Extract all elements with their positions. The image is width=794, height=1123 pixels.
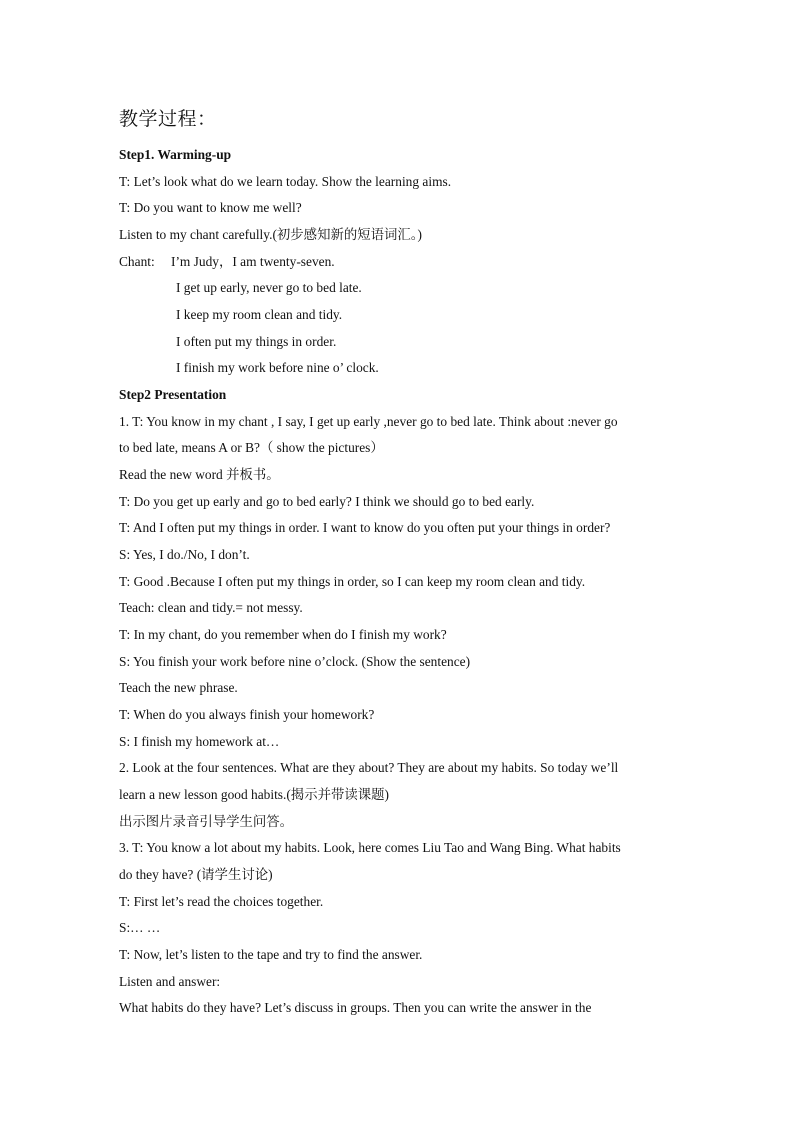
chant-line-3: I keep my room clean and tidy. xyxy=(176,307,343,322)
step2-line-8: Teach: clean and tidy.= not messy. xyxy=(119,600,303,615)
step2-line-22: Listen and answer: xyxy=(119,974,221,989)
step2-line-20: S:… … xyxy=(119,920,161,935)
page-title: 教学过程： xyxy=(119,108,217,130)
chant-first-line xyxy=(119,253,335,271)
step2-line-12: T: When do you always finish your homework? xyxy=(119,707,375,722)
step2-line-18: do they have? (请学生讨论) xyxy=(119,867,273,882)
step2-line-10: S: You finish your work before nine o’clock. (Show the sentence) xyxy=(119,654,471,669)
step1-line-2: T: Do you want to know me well? xyxy=(119,200,302,215)
chant-line-1: I’m Judy，I am twenty-seven. xyxy=(171,254,335,269)
step2-line-5: T: And I often put my things in order. I want to know do you often put your things in order? xyxy=(119,520,611,535)
step1-heading: Step1. Warming-up xyxy=(119,147,232,162)
step2-line-6: S: Yes, I do./No, I don’t. xyxy=(119,547,250,562)
step2-line-2: to bed late, means A or B?（ show the pictures） xyxy=(119,440,384,455)
step1-line-3: Listen to my chant carefully.(初步感知新的短语词汇。) xyxy=(119,227,422,242)
step2-line-17: 3. T: You know a lot about my habits. Look, here comes Liu Tao and Wang Bing. What habits xyxy=(119,840,621,855)
chant-line-2: I get up early, never go to bed late. xyxy=(176,280,362,295)
step2-line-15: learn a new lesson good habits.(揭示并带读课题) xyxy=(119,787,389,802)
step2-line-1: 1. T: You know in my chant , I say, I get up early ,never go to bed late. Think about :never go xyxy=(119,414,618,429)
step2-line-3: Read the new word 并板书。 xyxy=(119,467,280,482)
chant-line-5: I finish my work before nine o’ clock. xyxy=(176,360,379,375)
chant-line-4: I often put my things in order. xyxy=(176,334,337,349)
step2-line-16: 出示图片录音引导学生问答。 xyxy=(119,814,294,829)
step2-line-9: T: In my chant, do you remember when do I finish my work? xyxy=(119,627,447,642)
step2-line-19: T: First let’s read the choices together. xyxy=(119,894,324,909)
step2-line-14: 2. Look at the four sentences. What are they about? They are about my habits. So today we’ll xyxy=(119,760,619,775)
step2-line-21: T: Now, let’s listen to the tape and try to find the answer. xyxy=(119,947,423,962)
step1-line-1: T: Let’s look what do we learn today. Show the learning aims. xyxy=(119,174,452,189)
step2-heading: Step2 Presentation xyxy=(119,387,227,402)
step2-line-23: What habits do they have? Let’s discuss in groups. Then you can write the answer in the xyxy=(119,1000,592,1015)
step2-line-11: Teach the new phrase. xyxy=(119,680,238,695)
chant-label: Chant: xyxy=(119,254,155,269)
step2-line-13: S: I finish my homework at… xyxy=(119,734,280,749)
step2-line-4: T: Do you get up early and go to bed early? I think we should go to bed early. xyxy=(119,494,535,509)
step2-line-7: T: Good .Because I often put my things in order, so I can keep my room clean and tidy. xyxy=(119,574,586,589)
